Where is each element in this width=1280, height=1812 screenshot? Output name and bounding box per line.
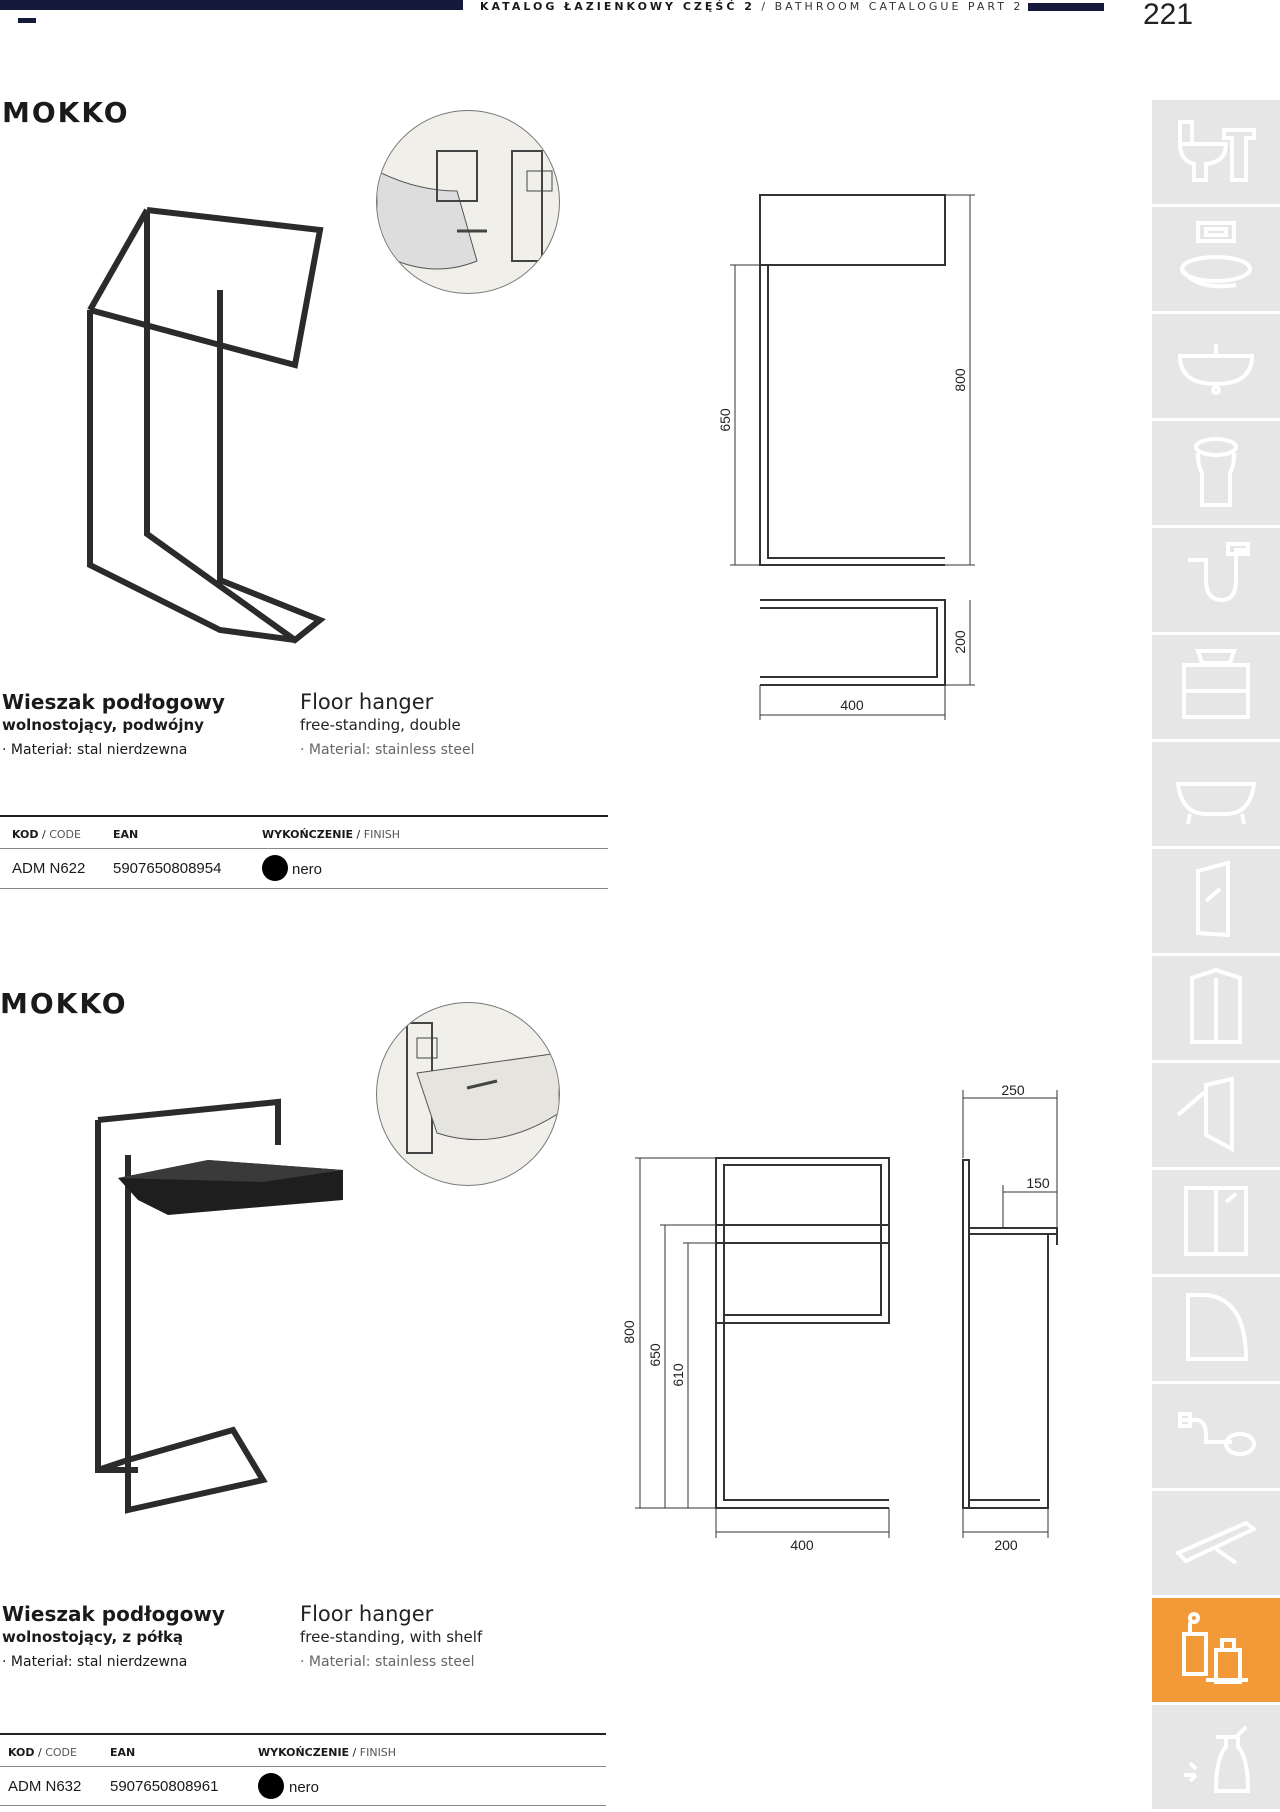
- pedestal-icon: [1176, 433, 1256, 513]
- dim-label: 800: [621, 1320, 637, 1344]
- header-marker: [18, 18, 36, 23]
- shower-screen-icon: [1176, 1075, 1256, 1155]
- shower-enclosure-icon: [1176, 1182, 1256, 1262]
- shower-tray-icon: [1176, 1289, 1256, 1369]
- table-top-rule: [0, 815, 608, 817]
- sidebar-tab-shower-enclosures[interactable]: [1152, 1170, 1280, 1274]
- finish-swatch: [258, 1773, 284, 1799]
- cell-finish: nero: [289, 1779, 320, 1796]
- linear-drain-icon: [1176, 1503, 1256, 1583]
- sidebar-tab-vanity[interactable]: [1152, 635, 1280, 739]
- flush-button-icon: [1176, 219, 1256, 299]
- table-top-rule: [0, 1733, 606, 1735]
- material-pl-text: Materiał: stal nierdzewna: [10, 742, 188, 758]
- th-ean: [110, 1746, 135, 1759]
- technical-drawing-1: [700, 180, 1000, 720]
- dim-label: 200: [994, 1537, 1018, 1553]
- product-name-en: Floor hanger: [300, 690, 434, 714]
- table-header-rule: [0, 1766, 606, 1767]
- sidebar-tab-bathtubs[interactable]: [1152, 742, 1280, 846]
- cell-finish: nero: [292, 861, 323, 878]
- th-finish-en: FINISH: [363, 828, 401, 841]
- technical-drawing-2: [620, 1080, 1080, 1560]
- cell-code: ADM N622: [12, 860, 86, 877]
- material-pl: · Materiał: stal nierdzewna: [2, 742, 188, 758]
- finish-swatch: [262, 855, 288, 881]
- detail-photo-shelf-mount: [376, 1002, 560, 1186]
- th-finish-pl: WYKOŃCZENIE: [258, 1746, 350, 1759]
- th-ean-label: EAN: [113, 828, 139, 841]
- cell-code: ADM N632: [8, 1778, 82, 1795]
- th-code-pl: KOD: [12, 828, 39, 841]
- product-name-pl: Wieszak podłogowy: [2, 690, 225, 714]
- product-subtitle-pl: wolnostojący, z półką: [2, 1628, 184, 1646]
- running-header: [480, 0, 1023, 14]
- th-finish: WYKOŃCZENIE / FINISH: [258, 1746, 397, 1759]
- category-sidebar: [1152, 100, 1280, 1812]
- product-photo-hanger-with-shelf: [88, 1090, 358, 1530]
- sidebar-tab-cleaning[interactable]: [1152, 1705, 1280, 1809]
- sidebar-tab-siphons[interactable]: [1152, 528, 1280, 632]
- dim-label: 250: [1001, 1082, 1025, 1098]
- page-number: 221: [1143, 0, 1194, 31]
- vanity-cabinet-icon: [1176, 647, 1256, 727]
- dim-label: 610: [670, 1363, 686, 1387]
- shower-door-icon: [1176, 861, 1256, 941]
- cell-ean: 5907650808954: [113, 860, 222, 877]
- table-bottom-rule: [0, 888, 608, 889]
- th-code: KOD / CODE: [12, 828, 81, 841]
- header-bar-right: [1028, 3, 1104, 11]
- cell-ean: 5907650808961: [110, 1778, 219, 1795]
- th-code: KOD / CODE: [8, 1746, 77, 1759]
- dim-label: 200: [952, 630, 968, 654]
- tall-cabinet-icon: [1176, 968, 1256, 1048]
- product-subtitle-en: free-standing, with shelf: [300, 1628, 483, 1646]
- running-header-pl: KATALOG ŁAZIENKOWY CZĘŚĆ 2: [480, 0, 755, 13]
- material-en-text: Material: stainless steel: [308, 1654, 475, 1670]
- table-bottom-rule: [0, 1805, 606, 1806]
- th-ean-label: EAN: [110, 1746, 136, 1759]
- material-pl-text: Materiał: stal nierdzewna: [10, 1654, 188, 1670]
- material-en: · Material: stainless steel: [300, 742, 475, 758]
- material-en-text: Material: stainless steel: [308, 742, 475, 758]
- running-header-en: BATHROOM CATALOGUE PART 2: [774, 0, 1024, 13]
- detail-photo-mount: [376, 110, 560, 294]
- product-photo-double-hanger: [80, 200, 340, 650]
- th-code-pl: KOD: [8, 1746, 35, 1759]
- sidebar-tab-tall-cabinets[interactable]: [1152, 956, 1280, 1060]
- th-code-en: CODE: [49, 828, 81, 841]
- sidebar-tab-washbasins[interactable]: [1152, 314, 1280, 418]
- washbasin-icon: [1176, 326, 1256, 406]
- material-en: · Material: stainless steel: [300, 1654, 475, 1670]
- th-ean: [113, 828, 138, 841]
- accessories-icon: [1176, 1610, 1256, 1690]
- dim-label: 800: [952, 368, 968, 392]
- dim-label: 150: [1026, 1175, 1050, 1191]
- table-header-rule: [0, 848, 608, 849]
- dim-label: 650: [717, 408, 733, 432]
- dim-label: 650: [647, 1343, 663, 1367]
- sidebar-tab-waste[interactable]: [1152, 1384, 1280, 1488]
- series-title: MOKKO: [0, 987, 128, 1020]
- sidebar-tab-accessories[interactable]: [1152, 1598, 1280, 1702]
- product-name-en: Floor hanger: [300, 1602, 434, 1626]
- th-code-en: CODE: [45, 1746, 77, 1759]
- product-subtitle-en: free-standing, double: [300, 716, 461, 734]
- material-pl: · Materiał: stal nierdzewna: [2, 1654, 188, 1670]
- waste-pipe-icon: [1176, 1396, 1256, 1476]
- product-name-pl: Wieszak podłogowy: [2, 1602, 225, 1626]
- th-finish-en: FINISH: [359, 1746, 397, 1759]
- cleaning-spray-icon: [1176, 1717, 1256, 1797]
- sidebar-tab-drains[interactable]: [1152, 1491, 1280, 1595]
- sidebar-tab-shower-trays[interactable]: [1152, 1277, 1280, 1381]
- th-finish: WYKOŃCZENIE / FINISH: [262, 828, 401, 841]
- sidebar-tab-toilets[interactable]: [1152, 100, 1280, 204]
- dim-label: 400: [840, 697, 864, 713]
- series-title: MOKKO: [2, 96, 130, 129]
- running-header-sep: /: [761, 0, 769, 13]
- sidebar-tab-shower-doors[interactable]: [1152, 849, 1280, 953]
- toilet-icon: [1176, 112, 1256, 192]
- header-bar-left: [0, 0, 463, 10]
- sidebar-tab-flush[interactable]: [1152, 207, 1280, 311]
- sidebar-tab-shower-screens[interactable]: [1152, 1063, 1280, 1167]
- th-finish-pl: WYKOŃCZENIE: [262, 828, 354, 841]
- dim-label: 400: [790, 1537, 814, 1553]
- sidebar-tab-pedestals[interactable]: [1152, 421, 1280, 525]
- product-subtitle-pl: wolnostojący, podwójny: [2, 716, 204, 734]
- siphon-icon: [1176, 540, 1256, 620]
- bathtub-icon: [1176, 754, 1256, 834]
